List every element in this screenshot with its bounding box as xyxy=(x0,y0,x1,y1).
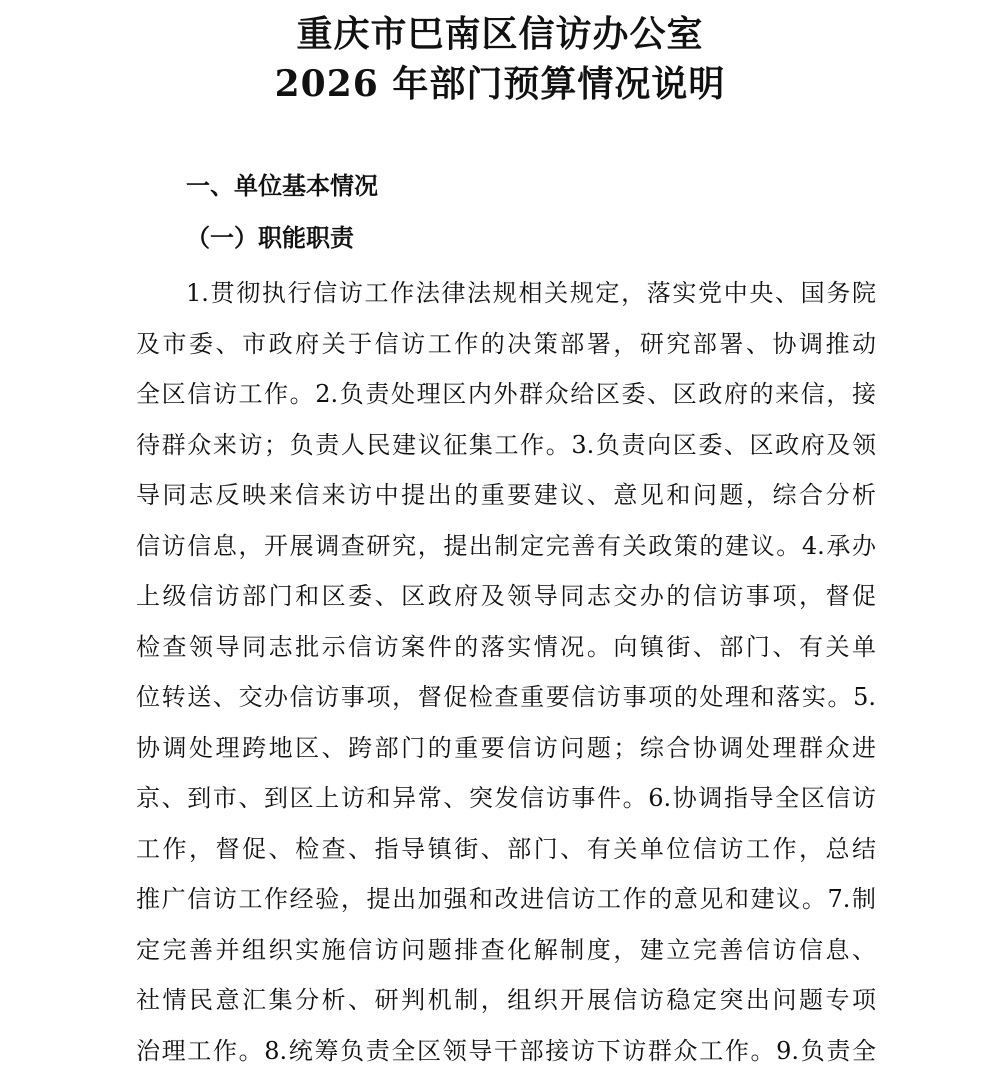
paragraph-line: 导同志反映来信来访中提出的重要建议、意见和问题，综合分析 xyxy=(136,470,876,521)
section-heading: 一、单位基本情况 xyxy=(186,168,378,204)
paragraph-line: 信访信息，开展调查研究，提出制定完善有关政策的建议。4.承办 xyxy=(136,521,876,572)
paragraph-line: 社情民意汇集分析、研判机制，组织开展信访稳定突出问题专项 xyxy=(136,975,876,1026)
paragraph-line: 全区信访工作。2.负责处理区内外群众给区委、区政府的来信，接 xyxy=(136,369,876,420)
subsection-heading: （一）职能职责 xyxy=(186,220,354,256)
document-title-line-1: 重庆市巴南区信访办公室 xyxy=(0,12,1000,56)
paragraph-line: 位转送、交办信访事项，督促检查重要信访事项的处理和落实。5. xyxy=(136,672,876,723)
paragraph-line: 检查领导同志批示信访案件的落实情况。向镇街、部门、有关单 xyxy=(136,622,876,673)
body-paragraph xyxy=(136,268,876,1076)
paragraph-line: 协调处理跨地区、跨部门的重要信访问题；综合协调处理群众进 xyxy=(136,723,876,774)
paragraph-line: 京、到市、到区上访和异常、突发信访事件。6.协调指导全区信访 xyxy=(136,773,876,824)
paragraph-line: 治理工作。8.统筹负责全区领导干部接访下访群众工作。9.负责全 xyxy=(136,1026,876,1076)
document-title-line-2: 2026 年部门预算情况说明 xyxy=(0,62,1000,106)
paragraph-line: 上级信访部门和区委、区政府及领导同志交办的信访事项，督促 xyxy=(136,571,876,622)
paragraph-line: 工作，督促、检查、指导镇街、部门、有关单位信访工作，总结 xyxy=(136,824,876,875)
paragraph-line: 1.贯彻执行信访工作法律法规相关规定，落实党中央、国务院 xyxy=(136,268,876,319)
paragraph-line: 推广信访工作经验，提出加强和改进信访工作的意见和建议。7.制 xyxy=(136,874,876,925)
paragraph-line: 定完善并组织实施信访问题排查化解制度，建立完善信访信息、 xyxy=(136,925,876,976)
paragraph-line: 待群众来访；负责人民建议征集工作。3.负责向区委、区政府及领 xyxy=(136,420,876,471)
paragraph-line: 及市委、市政府关于信访工作的决策部署，研究部署、协调推动 xyxy=(136,319,876,370)
